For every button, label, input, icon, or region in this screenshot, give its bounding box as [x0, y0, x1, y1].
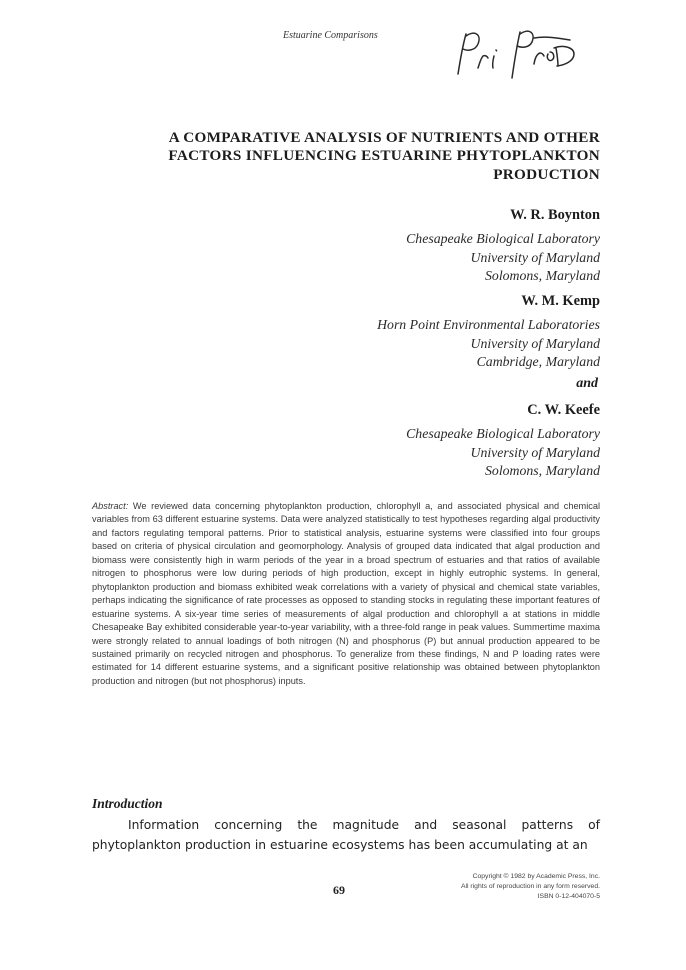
affiliation-line: University of Maryland: [470, 249, 600, 265]
affiliation-line: Horn Point Environmental Laboratories: [377, 317, 600, 332]
abstract-text: We reviewed data concerning phytoplankton production, chlorophyll a, and associated physical and chemical variables from 63 different estuarine systems. Data were analyzed statistically to test hypotheses regarding algal productivity and factors regulating temporal patterns. Prior to statistical analysis, estuarine systems were classified into four groups based on criteria of physical circulation and geomorphology. Analysis of grouped data indicated that algal production and biomass were consistently high in warm periods of the year in a broad spectrum of estuaries and that ratios of available nitrogen to phosphorus were low during periods of high production, except in highly eutrophic systems. In general, phytoplankton production and biomass exhibited weak correlations with a variety of physical and chemical state variables, perhaps indicating the significance of rate processes as opposed to standing stocks in regulating these important features of estuarine systems. A six-year time series of measurements of algal production and chlorophyll a at stations in middle Chesapeake Bay exhibited considerable year-to-year variability, with a three-fold range in peak values. Summertime maxima were strongly related to annual loadings of both nitrogen (N) and phosphorus (P) but annual production appeared to be sustained primarily on recycled nitrogen and phosphorus. To generalize from these findings, N and P loading rates were estimated for 14 different estuarine systems, and a significant positive relationship was obtained between phytoplankton production and nitrogen (but not phosphorus) inputs.: [92, 501, 600, 686]
handwritten-note-drawing: [450, 24, 580, 84]
author-block: [300, 401, 600, 481]
copyright-line: ISBN 0-12-404070-5: [537, 893, 600, 901]
copyright-notice: [400, 872, 600, 903]
affiliation-line: University of Maryland: [470, 444, 600, 460]
introduction-text: Information concerning the magnitude and seasonal patterns of phytoplankton production in estuarine ecosystems has been accumulating at an: [92, 818, 600, 852]
affiliation-line: Cambridge, Maryland: [476, 354, 600, 370]
title-line: PRODUCTION: [493, 165, 600, 183]
running-head: Estuarine Comparisons: [283, 30, 378, 41]
abstract-label: Abstract:: [92, 501, 129, 511]
section-heading: Introduction: [92, 796, 163, 811]
affiliation-line: University of Maryland: [470, 335, 600, 351]
author-block: [300, 292, 600, 372]
title-line: A COMPARATIVE ANALYSIS OF NUTRIENTS AND OTHER: [168, 129, 600, 146]
page-number: 69: [333, 883, 345, 897]
copyright-line: All rights of reproduction in any form reserved.: [460, 883, 600, 891]
paper-title: [100, 129, 600, 184]
affiliation-line: Solomons, Maryland: [485, 268, 600, 284]
author-name: W. M. Kemp: [521, 293, 600, 309]
abstract: [92, 500, 600, 688]
author-name: W. R. Boynton: [510, 207, 600, 223]
copyright-line: Copyright © 1982 by Academic Press, Inc.: [472, 873, 600, 880]
affiliation-line: Chesapeake Biological Laboratory: [406, 231, 600, 246]
handwritten-note: [450, 24, 580, 84]
title-line: FACTORS INFLUENCING ESTUARINE PHYTOPLANKTON: [168, 147, 600, 165]
author-name: C. W. Keefe: [527, 402, 600, 418]
affiliation-line: Solomons, Maryland: [485, 463, 600, 479]
author-block: [300, 206, 600, 286]
affiliation-line: Chesapeake Biological Laboratory: [406, 426, 600, 441]
author-conjunction: and: [576, 376, 598, 391]
